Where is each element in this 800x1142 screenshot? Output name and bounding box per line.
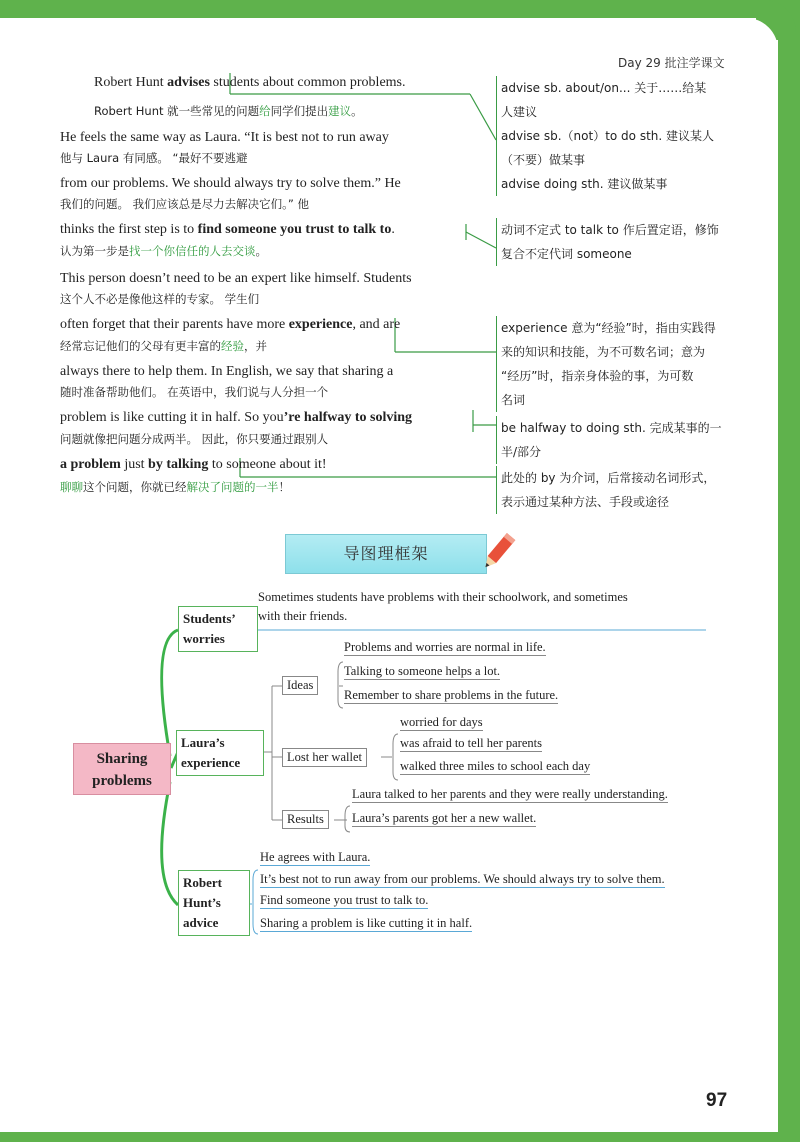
worries-text-line-1: Sometimes students have problems with their schoolwork, and sometimes: [258, 590, 628, 604]
translation-line-3: 我们的问题。 我们应该总是尽力去解决它们。” 他: [60, 197, 310, 211]
translation-line-2: 他与 Laura 有同感。 “最好不要逃避: [60, 151, 248, 165]
ideas-item-1: Problems and worries are normal in life.: [344, 640, 546, 654]
results-item-2: Laura’s parents got her a new wallet.: [352, 811, 537, 825]
mindmap-root: Sharing problems: [73, 743, 171, 795]
highlight-advises: advises: [167, 75, 210, 90]
translation-line-7: 随时准备帮助他们。 在英语中，我们说与人分担一个: [60, 385, 329, 399]
node-ideas: Ideas: [282, 676, 318, 695]
translation-line-9: 聊聊这个问题，你就已经解决了问题的一半！: [60, 480, 290, 494]
hunt-item-2: It’s best not to run away from our problems. We should always try to solve them.: [260, 872, 665, 886]
page-header-label: Day 29 批注学课文: [618, 56, 725, 70]
passage-line-5: This person doesn’t need to be an expert like himself. Students: [60, 271, 412, 286]
page-number: 97: [706, 1090, 728, 1111]
results-item-1: Laura talked to her parents and they were really understanding.: [352, 787, 668, 801]
highlight-experience: experience: [288, 317, 353, 332]
note-experience: experience 意为“经验”时，指由实践得 来的知识和技能，为不可数名词；意为 “经历”时，指亲身体验的事，为可数 名词: [496, 316, 751, 412]
wallet-item-1: worried for days: [400, 715, 483, 729]
hunt-item-4: Sharing a problem is like cutting it in half.: [260, 916, 473, 930]
worries-text-line-2: with their friends.: [258, 609, 348, 623]
note-by: 此处的 by 为介词，后常接动名词形式， 表示通过某种方法、手段或途径: [496, 466, 751, 514]
node-lost-wallet: Lost her wallet: [282, 748, 367, 767]
translation-line-1: Robert Hunt 就一些常见的问题给同学们提出建议。: [94, 104, 363, 118]
pencil-icon: [478, 530, 518, 576]
node-results: Results: [282, 810, 329, 829]
passage-line-4: thinks the first step is to find someone you trust to talk to.: [60, 222, 395, 237]
passage-line-1: Robert Hunt advises students about common problems.: [94, 75, 406, 90]
passage-line-3: from our problems. We should always try to solve them.” He: [60, 176, 401, 191]
node-students-worries: Students’ worries: [178, 606, 258, 652]
translation-line-8: 问题就像把问题分成两半。 因此，你只要通过跟别人: [60, 432, 329, 446]
ideas-item-2: Talking to someone helps a lot.: [344, 664, 501, 678]
note-advise: advise sb. about/on... 关于……给某 人建议 advise sb.（not）to do sth. 建议某人 （不要）做某事 advise doing sth. 建议做某事: [496, 76, 751, 196]
translation-line-5: 这个人不必是像他这样的专家。 学生们: [60, 292, 260, 306]
passage-line-9: a problem just by talking to someone about it!: [60, 457, 327, 472]
note-halfway: be halfway to doing sth. 完成某事的一 半/部分: [496, 416, 751, 464]
translation-line-4: 认为第一步是找一个你信任的人去交谈。: [60, 244, 267, 258]
highlight-halfway: ’re halfway to solving: [283, 410, 413, 425]
wallet-item-3: walked three miles to school each day: [400, 759, 591, 773]
highlight-by-talking: by talking: [148, 457, 209, 472]
passage-line-6: often forget that their parents have more experience, and are: [60, 317, 401, 332]
hunt-item-1: He agrees with Laura.: [260, 850, 371, 864]
passage-line-8: problem is like cutting it in half. So you’re halfway to solving: [60, 410, 413, 425]
wallet-item-2: was afraid to tell her parents: [400, 736, 542, 750]
mindmap-banner-title: 导图理框架: [285, 534, 487, 574]
ideas-item-3: Remember to share problems in the future.: [344, 688, 559, 702]
node-hunt-advice: Robert Hunt’s advice: [178, 870, 250, 936]
translation-line-6: 经常忘记他们的父母有更丰富的经验，并: [60, 339, 267, 353]
hunt-item-3: Find someone you trust to talk to.: [260, 893, 429, 907]
node-laura-experience: Laura’s experience: [176, 730, 264, 776]
passage-line-7: always there to help them. In English, we say that sharing a: [60, 364, 394, 379]
highlight-find-someone: find someone you trust to talk to: [197, 222, 392, 237]
passage-line-2: He feels the same way as Laura. “It is best not to run away: [60, 130, 389, 145]
note-infinitive: 动词不定式 to talk to 作后置定语，修饰 复合不定代词 someone: [496, 218, 751, 266]
